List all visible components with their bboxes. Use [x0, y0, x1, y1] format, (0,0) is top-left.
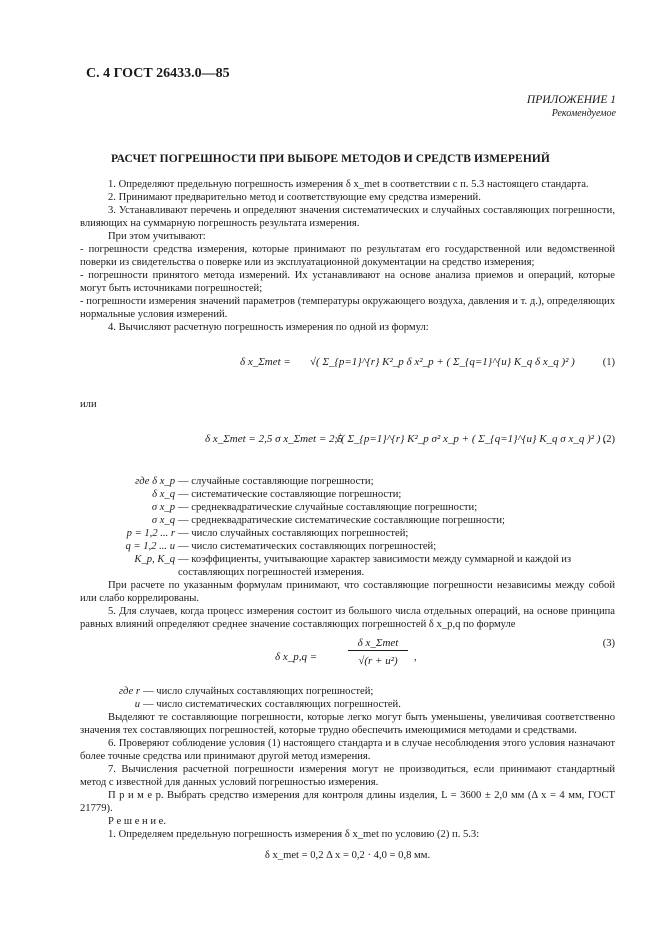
where-row — [80, 475, 615, 488]
where-row — [80, 685, 615, 698]
formula-1-number: (1) — [602, 357, 615, 368]
para-5-note: Выделяют те составляющие погрешности, которые легко могут быть уменьшены, увеличивая соответственно значения тех составляющих погрешностей, которые трудно обеспечить имеющимися методами и средствами. — [80, 712, 615, 736]
where-list-2 — [80, 685, 615, 711]
where-row — [80, 540, 615, 553]
where-symbol: σ x_q — [151, 515, 175, 526]
appendix-label: ПРИЛОЖЕНИЕ 1 — [526, 94, 616, 106]
appendix-status: Рекомендуемое — [551, 108, 616, 119]
calc-note: При расчете по указанным формулам принимают, что составляющие погрешности независимы между собой или слабо коррелированы. — [80, 580, 615, 604]
where-list-1 — [80, 475, 615, 579]
page-header: С. 4 ГОСТ 26433.0—85 — [86, 66, 230, 81]
formula-1 — [80, 338, 615, 394]
solution-step-1-formula: δ x_met = 0,2 Δ x = 0,2 · 4,0 = 0,8 мм. — [264, 850, 431, 861]
para-3a: При этом учитывают: — [108, 231, 206, 242]
where-description: — среднеквадратические систематические составляющие погрешности; — [178, 515, 505, 526]
formula-2 — [80, 415, 615, 471]
bullet-3: - погрешности измерения значений параметров (температуры окружающего воздуха, давления и т. д.), определяющих нормальные условия измерений. — [80, 296, 615, 320]
formula-3-denominator: √(r + u²) — [358, 655, 398, 667]
appendix-block — [527, 94, 616, 120]
where-symbol: δ x_q — [152, 489, 175, 500]
where-row — [80, 514, 615, 527]
para-5: 5. Для случаев, когда процесс измерения состоит из большого числа отдельных операций, на основе принципа равных влияний определяют среднее значение составляющих погрешностей δ x_p,q по формуле — [80, 606, 615, 630]
where-description: — коэффициенты, учитывающие характер зависимости между суммарной и каждой из составляющих погрешностей измерения. — [178, 554, 572, 578]
formula-1-body: √( Σ_{p=1}^{r} K²_p δ x²_p + ( Σ_{q=1}^{u} K_q δ x_q )² ) — [310, 356, 575, 368]
para-6: 6. Проверяют соблюдение условия (1) настоящего стандарта и в случае несоблюдения этого условия назначают более точные средства или принимают другой метод измерения. — [80, 738, 615, 762]
para-3: 3. Устанавливают перечень и определяют значения систематических и случайных составляющих погрешности, влияющих на суммарную погрешность результата измерения. — [80, 205, 615, 229]
where-description: — число систематических составляющих погрешностей. — [143, 699, 401, 710]
where-row — [80, 527, 615, 540]
where-description: — систематические составляющие погрешности; — [178, 489, 402, 500]
section-title: РАСЧЕТ ПОГРЕШНОСТИ ПРИ ВЫБОРЕ МЕТОДОВ И СРЕДСТВ ИЗМЕРЕНИЙ — [111, 153, 550, 165]
para-4: 4. Вычисляют расчетную погрешность измерения по одной из формул: — [108, 322, 429, 333]
para-7: 7. Вычисления расчетной погрешности измерения могут не производиться, если принимают стандартный метод с известной для данных условий погрешностью измерения. — [80, 764, 615, 788]
para-2: 2. Принимают предварительно метод и соответствующие ему средства измерений. — [108, 192, 481, 203]
where-description: — число случайных составляющих погрешностей; — [143, 686, 374, 697]
where-symbol: K_p, K_q — [134, 554, 175, 565]
where-row — [80, 553, 615, 579]
where-description: — среднеквадратические случайные составляющие погрешности; — [178, 502, 478, 513]
bullet-2: - погрешности принятого метода измерений. Их устанавливают на основе анализа приемов и операций, которые могут быть источниками погрешностей; — [80, 270, 615, 294]
formula-3-number: (3) — [602, 638, 615, 649]
where-description: — число случайных составляющих погрешностей; — [178, 528, 409, 539]
formula-3-tail: , — [414, 651, 417, 663]
where-symbol: где δ x_p — [135, 476, 175, 487]
or-text: или — [80, 399, 97, 410]
where-row — [80, 501, 615, 514]
formula-3-numerator: δ x_Σmet — [348, 637, 408, 651]
solution-heading: Р е ш е н и е. — [108, 816, 167, 827]
bullet-1: - погрешности средства измерения, которые принимают по результатам его государственной или ведомственной поверки из свидетельства о поверке или из эксплуатационной документации на средство измерения; — [80, 244, 615, 268]
formula-3 — [80, 635, 615, 681]
formula-3-lhs: δ x_p,q = — [275, 651, 318, 663]
solution-step-1: 1. Определяем предельную погрешность измерения δ x_met по условию (2) п. 5.3: — [108, 829, 480, 840]
formula-1-lhs: δ x_Σmet = — [240, 356, 291, 368]
where-symbol: σ x_p — [151, 502, 175, 513]
document-body — [80, 178, 615, 862]
formula-2-lhs: δ x_Σmet = 2,5 σ x_Σmet = 2,5 — [205, 433, 343, 445]
where-row — [80, 698, 615, 711]
where-description: — случайные составляющие погрешности; — [178, 476, 374, 487]
where-description: — число систематических составляющих погрешностей; — [178, 541, 437, 552]
where-symbol: q = 1,2 ... u — [125, 541, 175, 552]
where-symbol: u — [134, 699, 140, 710]
para-1: 1. Определяют предельную погрешность измерения δ x_met в соответствии с п. 5.3 настоящего стандарта. — [108, 179, 589, 190]
example: П р и м е р. Выбрать средство измерения для контроля длины изделия, L = 3600 ± 2,0 мм (Δ x = 4 мм, ГОСТ 21779). — [80, 790, 615, 814]
where-symbol: где r — [118, 686, 140, 697]
formula-2-number: (2) — [602, 434, 615, 445]
where-symbol: p = 1,2 ... r — [126, 528, 175, 539]
formula-2-body: √( Σ_{p=1}^{r} K²_p σ² x_p + ( Σ_{q=1}^{u} K_q σ x_q )² ) , — [335, 433, 606, 445]
where-row — [80, 488, 615, 501]
